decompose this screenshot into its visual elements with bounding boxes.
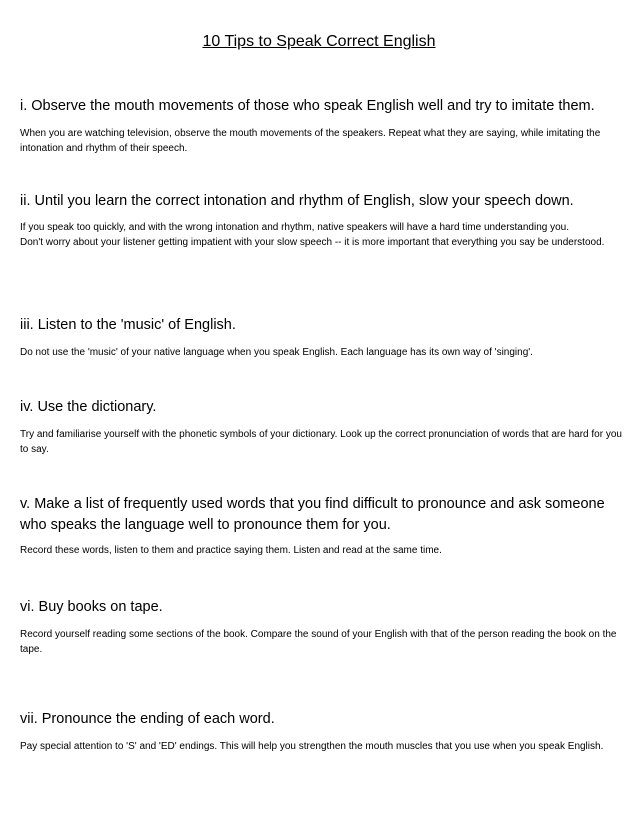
tip-2 xyxy=(20,191,625,250)
tip-7-heading: vii. Pronounce the ending of each word. xyxy=(20,711,275,727)
tip-7-paragraph-1: Pay special attention to 'S' and 'ED' endings. This will help you strengthen the mouth muscles that you use when you speak English. xyxy=(20,741,604,752)
tip-3-paragraph-1: Do not use the 'music' of your native language when you speak English. Each language has its own way of 'singing'. xyxy=(20,347,533,358)
tip-4-body xyxy=(20,427,625,457)
tip-3-heading: iii. Listen to the 'music' of English. xyxy=(20,317,236,333)
tip-6-heading: vi. Buy books on tape. xyxy=(20,599,163,615)
tip-4 xyxy=(20,397,625,457)
tip-1-body xyxy=(20,126,625,156)
tip-7 xyxy=(20,709,625,754)
tip-4-heading: iv. Use the dictionary. xyxy=(20,399,157,415)
tip-1-paragraph-1: When you are watching television, observe the mouth movements of the speakers. Repeat what they are saying, while imitating the intonation and rhythm of their speech. xyxy=(20,128,601,154)
tip-1 xyxy=(20,96,625,156)
tip-5-paragraph-1: Record these words, listen to them and practice saying them. Listen and read at the same time. xyxy=(20,545,442,556)
tip-2-body xyxy=(20,220,625,250)
tip-2-paragraph-2: Don't worry about your listener getting impatient with your slow speech -- it is more important that everything you say be understood. xyxy=(20,237,605,248)
tip-5 xyxy=(20,494,625,558)
tip-4-paragraph-1: Try and familiarise yourself with the phonetic symbols of your dictionary. Look up the correct pronunciation of words that are hard for you to say. xyxy=(20,429,622,455)
tip-5-heading: v. Make a list of frequently used words that you find difficult to pronounce and ask someone who speaks the language well to pronounce them for you. xyxy=(20,496,605,533)
tip-7-body xyxy=(20,739,625,754)
tip-1-heading: i. Observe the mouth movements of those who speak English well and try to imitate them. xyxy=(20,98,595,114)
tip-3 xyxy=(20,315,625,360)
tip-2-paragraph-1: If you speak too quickly, and with the wrong intonation and rhythm, native speakers will have a hard time understanding you. xyxy=(20,222,570,233)
tip-2-heading: ii. Until you learn the correct intonation and rhythm of English, slow your speech down. xyxy=(20,193,574,209)
tip-3-body xyxy=(20,345,625,360)
document-title: 10 Tips to Speak Correct English xyxy=(202,33,436,50)
tip-5-body xyxy=(20,543,625,558)
tip-6-body xyxy=(20,627,625,657)
tip-6-paragraph-1: Record yourself reading some sections of the book. Compare the sound of your English with that of the person reading the book on the tape. xyxy=(20,629,617,655)
tip-6 xyxy=(20,597,625,657)
